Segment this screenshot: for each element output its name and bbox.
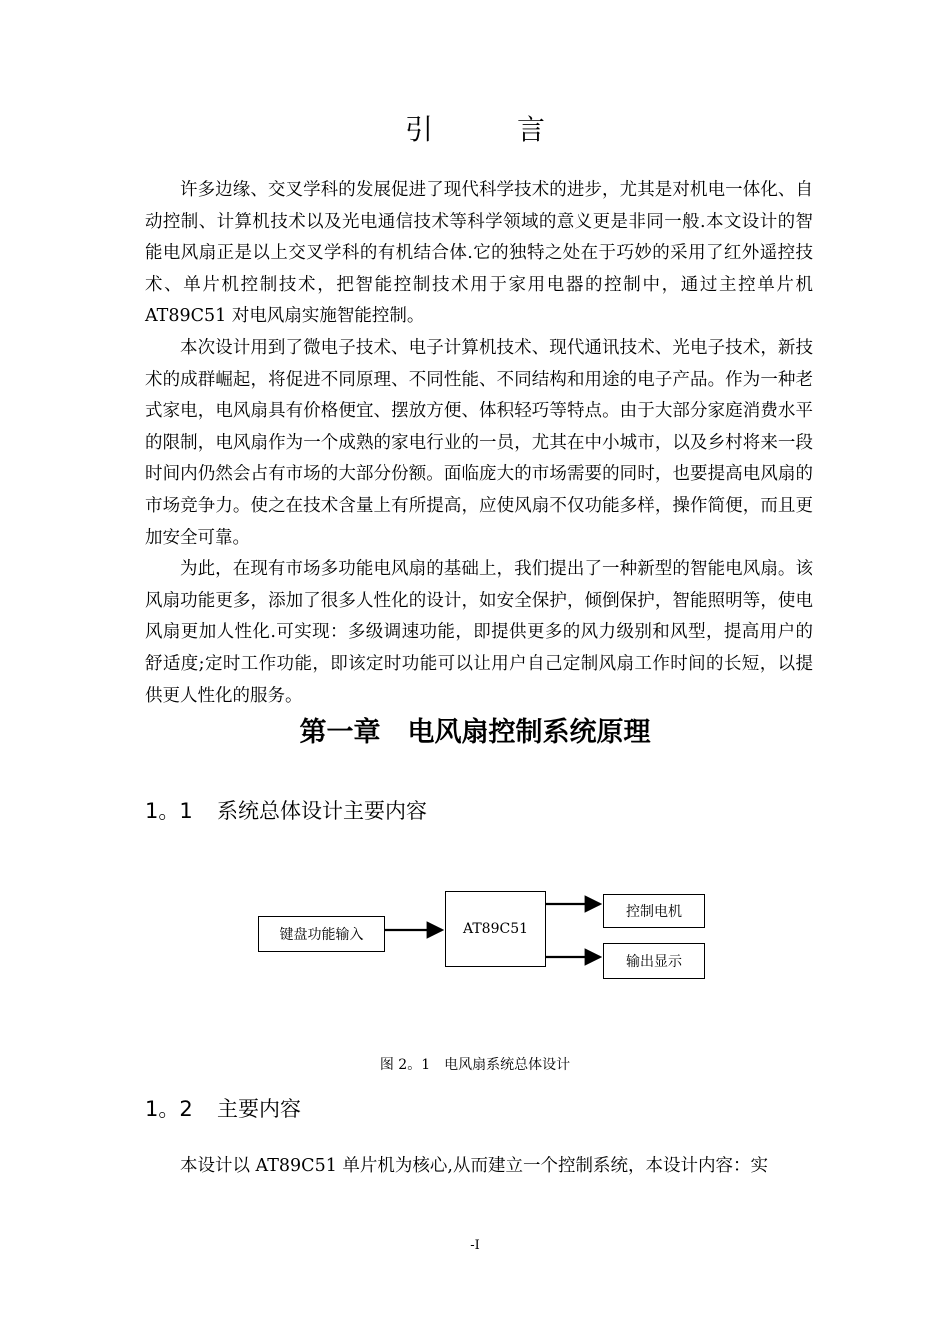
mcu-box: AT89C51 — [445, 891, 546, 967]
section-number: 1。1 — [145, 799, 193, 823]
section-title: 主要内容 — [217, 1097, 301, 1121]
intro-body — [145, 175, 813, 712]
section-2-body — [145, 1151, 813, 1183]
system-block-diagram — [250, 880, 720, 990]
intro-paragraph-2: 本次设计用到了微电子技术、电子计算机技术、现代通讯技术、光电子技术，新技术的成群崛起，将促进不同原理、不同性能、不同结构和用途的电子产品。作为一种老式家电，电风扇具有价格便宜、摆放方便、体积轻巧等特点。由于大部分家庭消费水平的限制，电风扇作为一个成熟的家电行业的一员，尤其在中小城市，以及乡村将来一段时间内仍然会占有市场的大部分份额。面临庞大的市场需要的同时，也要提高电风扇的市场竞争力。使之在技术含量上有所提高，应使风扇不仅功能多样，操作简便，而且更加安全可靠。 — [145, 337, 813, 548]
page-number: -I — [470, 1238, 480, 1253]
intro-paragraph-3: 为此，在现有市场多功能电风扇的基础上，我们提出了一种新型的智能电风扇。该风扇功能更多，添加了很多人性化的设计，如安全保护，倾倒保护，智能照明等，使电风扇更加人性化.可实现：多级调速功能，即提供更多的风力级别和风型，提高用户的舒适度;定时工作功能，即该定时功能可以让用户自己定制风扇工作时间的长短，以提供更人性化的服务。 — [145, 559, 813, 706]
section-number: 1。2 — [145, 1097, 193, 1121]
intro-paragraph-1: 许多边缘、交叉学科的发展促进了现代科学技术的进步，尤其是对机电一体化、自动控制、计算机技术以及光电通信技术等科学领域的意义更是非同一般.本文设计的智能电风扇正是以上交叉学科的有机结合体.它的独特之处在于巧妙的采用了红外遥控技术、单片机控制技术，把智能控制技术用于家用电器的控制中，通过主控单片机 AT89C51 对电风扇实施智能控制。 — [145, 180, 813, 327]
output-display-box: 输出显示 — [603, 943, 705, 979]
figure-caption: 图 2。1 电风扇系统总体设计 — [379, 1057, 571, 1073]
motor-control-box: 控制电机 — [603, 894, 705, 928]
section-title: 系统总体设计主要内容 — [217, 799, 427, 823]
section-heading-1-2 — [145, 1094, 301, 1124]
section-2-paragraph: 本设计以 AT89C51 单片机为核心,从而建立一个控制系统，本设计内容：实 — [180, 1156, 768, 1176]
keyboard-input-box: 键盘功能输入 — [258, 916, 385, 952]
section-heading-1-1 — [145, 796, 427, 826]
chapter-title: 第一章 电风扇控制系统原理 — [299, 717, 651, 748]
page-title: 引 言 — [404, 113, 573, 146]
